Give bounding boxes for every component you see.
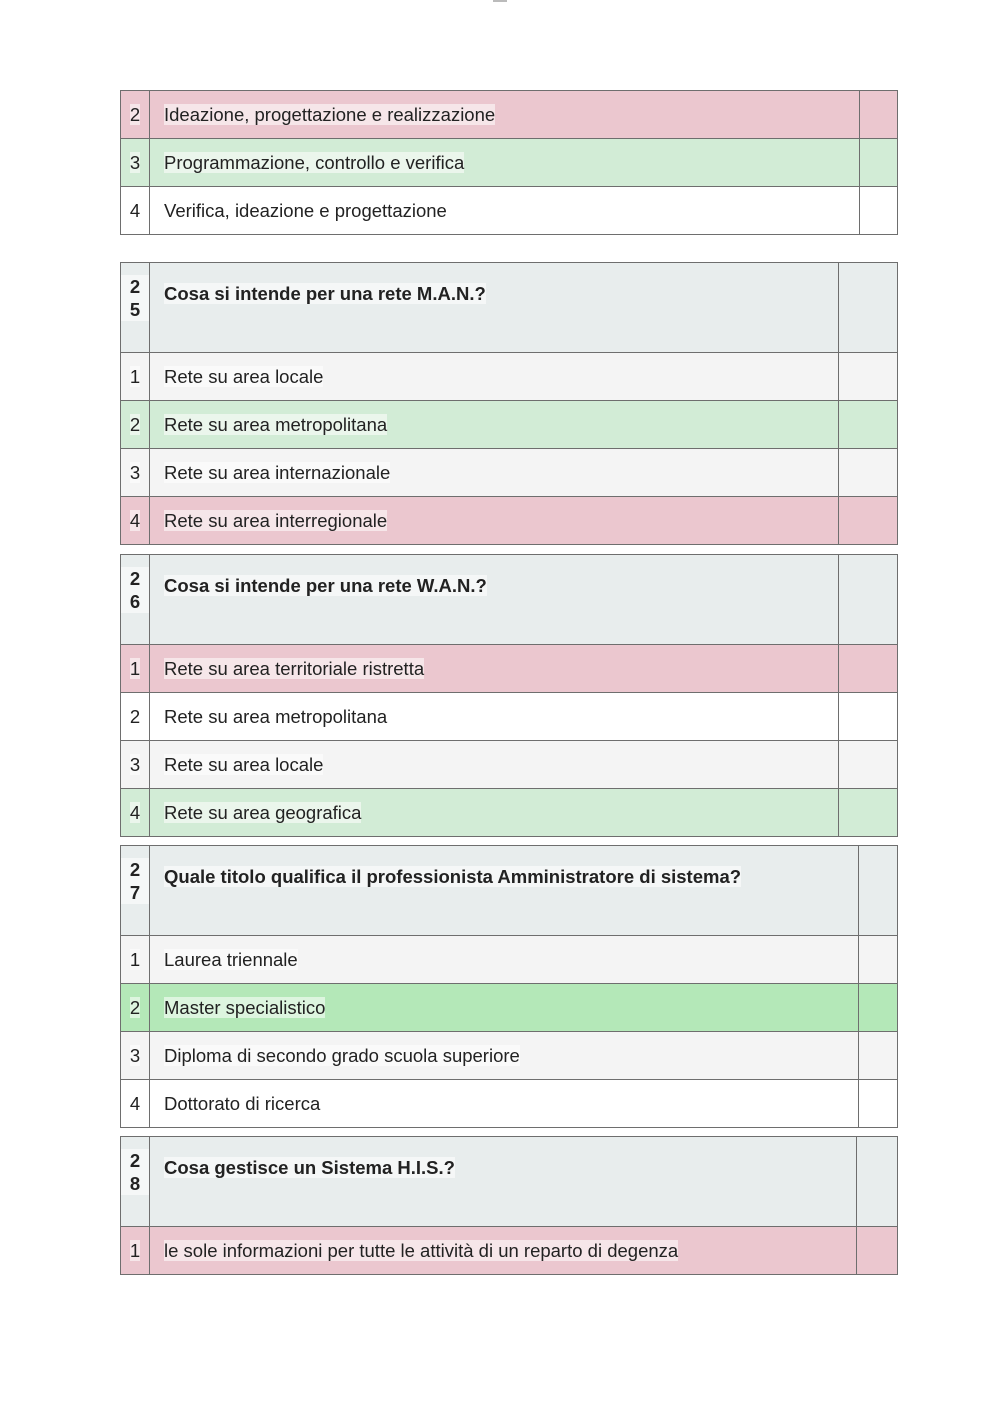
- option-number: 4: [121, 187, 150, 235]
- option-text: Rete su area interregionale: [150, 497, 839, 545]
- option-text: Rete su area locale: [150, 741, 839, 789]
- option-text: Rete su area metropolitana: [150, 693, 839, 741]
- option-text: Rete su area territoriale ristretta: [150, 645, 839, 693]
- question-row: [121, 1137, 898, 1227]
- answer-mark-cell[interactable]: [859, 984, 898, 1032]
- option-text: Verifica, ideazione e progettazione: [150, 187, 860, 235]
- answer-mark-cell[interactable]: [839, 645, 898, 693]
- answer-mark-cell[interactable]: [859, 1032, 898, 1080]
- option-row[interactable]: [121, 449, 898, 497]
- answer-mark-cell[interactable]: [860, 139, 898, 187]
- option-row[interactable]: [121, 1032, 898, 1080]
- option-number: 2: [121, 984, 150, 1032]
- question-number: 2 5: [121, 263, 150, 353]
- option-row[interactable]: [121, 1080, 898, 1128]
- option-text: Programmazione, controllo e verifica: [150, 139, 860, 187]
- answer-mark-cell[interactable]: [860, 187, 898, 235]
- question-block-25: [120, 262, 898, 545]
- option-text: Rete su area locale: [150, 353, 839, 401]
- option-row[interactable]: [121, 497, 898, 545]
- option-number: 1: [121, 936, 150, 984]
- option-number: 1: [121, 645, 150, 693]
- option-text: Rete su area metropolitana: [150, 401, 839, 449]
- option-text: le sole informazioni per tutte le attività di un reparto di degenza: [150, 1227, 857, 1275]
- option-row[interactable]: [121, 91, 898, 139]
- question-text: Cosa gestisce un Sistema H.I.S.?: [150, 1137, 857, 1227]
- question-mark-cell: [839, 263, 898, 353]
- option-number: 4: [121, 789, 150, 837]
- option-row[interactable]: [121, 353, 898, 401]
- option-row[interactable]: [121, 187, 898, 235]
- question-mark-cell: [839, 555, 898, 645]
- question-row: [121, 263, 898, 353]
- option-number: 1: [121, 353, 150, 401]
- option-row[interactable]: [121, 741, 898, 789]
- question-text: Quale titolo qualifica il professionista Amministratore di sistema?: [150, 846, 859, 936]
- answer-mark-cell[interactable]: [839, 353, 898, 401]
- option-row[interactable]: [121, 984, 898, 1032]
- option-number: 3: [121, 1032, 150, 1080]
- option-text: Laurea triennale: [150, 936, 859, 984]
- question-block-26: [120, 554, 898, 837]
- option-row[interactable]: [121, 401, 898, 449]
- option-text: Diploma di secondo grado scuola superiore: [150, 1032, 859, 1080]
- option-text: Dottorato di ricerca: [150, 1080, 859, 1128]
- answer-mark-cell[interactable]: [839, 449, 898, 497]
- answer-mark-cell[interactable]: [839, 497, 898, 545]
- question-block-28: [120, 1136, 898, 1275]
- answer-mark-cell[interactable]: [857, 1227, 898, 1275]
- option-number: 2: [121, 693, 150, 741]
- question-number: 2 8: [121, 1137, 150, 1227]
- option-row[interactable]: [121, 1227, 898, 1275]
- question-mark-cell: [857, 1137, 898, 1227]
- option-row[interactable]: [121, 936, 898, 984]
- question-block-24: [120, 90, 898, 235]
- option-row[interactable]: [121, 693, 898, 741]
- option-row[interactable]: [121, 645, 898, 693]
- option-number: 3: [121, 449, 150, 497]
- option-number: 2: [121, 91, 150, 139]
- answer-mark-cell[interactable]: [860, 91, 898, 139]
- answer-mark-cell[interactable]: [839, 741, 898, 789]
- option-row[interactable]: [121, 789, 898, 837]
- option-number: 4: [121, 497, 150, 545]
- option-number: 1: [121, 1227, 150, 1275]
- option-row[interactable]: [121, 139, 898, 187]
- question-text: Cosa si intende per una rete M.A.N.?: [150, 263, 839, 353]
- option-text: Rete su area geografica: [150, 789, 839, 837]
- option-number: 2: [121, 401, 150, 449]
- option-text: Rete su area internazionale: [150, 449, 839, 497]
- question-number: 2 6: [121, 555, 150, 645]
- answer-mark-cell[interactable]: [859, 936, 898, 984]
- page-header-mark: [493, 0, 507, 2]
- question-row: [121, 846, 898, 936]
- option-text: Master specialistico: [150, 984, 859, 1032]
- answer-mark-cell[interactable]: [839, 401, 898, 449]
- answer-mark-cell[interactable]: [859, 1080, 898, 1128]
- option-number: 4: [121, 1080, 150, 1128]
- answer-mark-cell[interactable]: [839, 789, 898, 837]
- question-number: 2 7: [121, 846, 150, 936]
- question-row: [121, 555, 898, 645]
- question-mark-cell: [859, 846, 898, 936]
- question-text: Cosa si intende per una rete W.A.N.?: [150, 555, 839, 645]
- option-number: 3: [121, 741, 150, 789]
- question-block-27: [120, 845, 898, 1128]
- option-number: 3: [121, 139, 150, 187]
- answer-mark-cell[interactable]: [839, 693, 898, 741]
- option-text: Ideazione, progettazione e realizzazione: [150, 91, 860, 139]
